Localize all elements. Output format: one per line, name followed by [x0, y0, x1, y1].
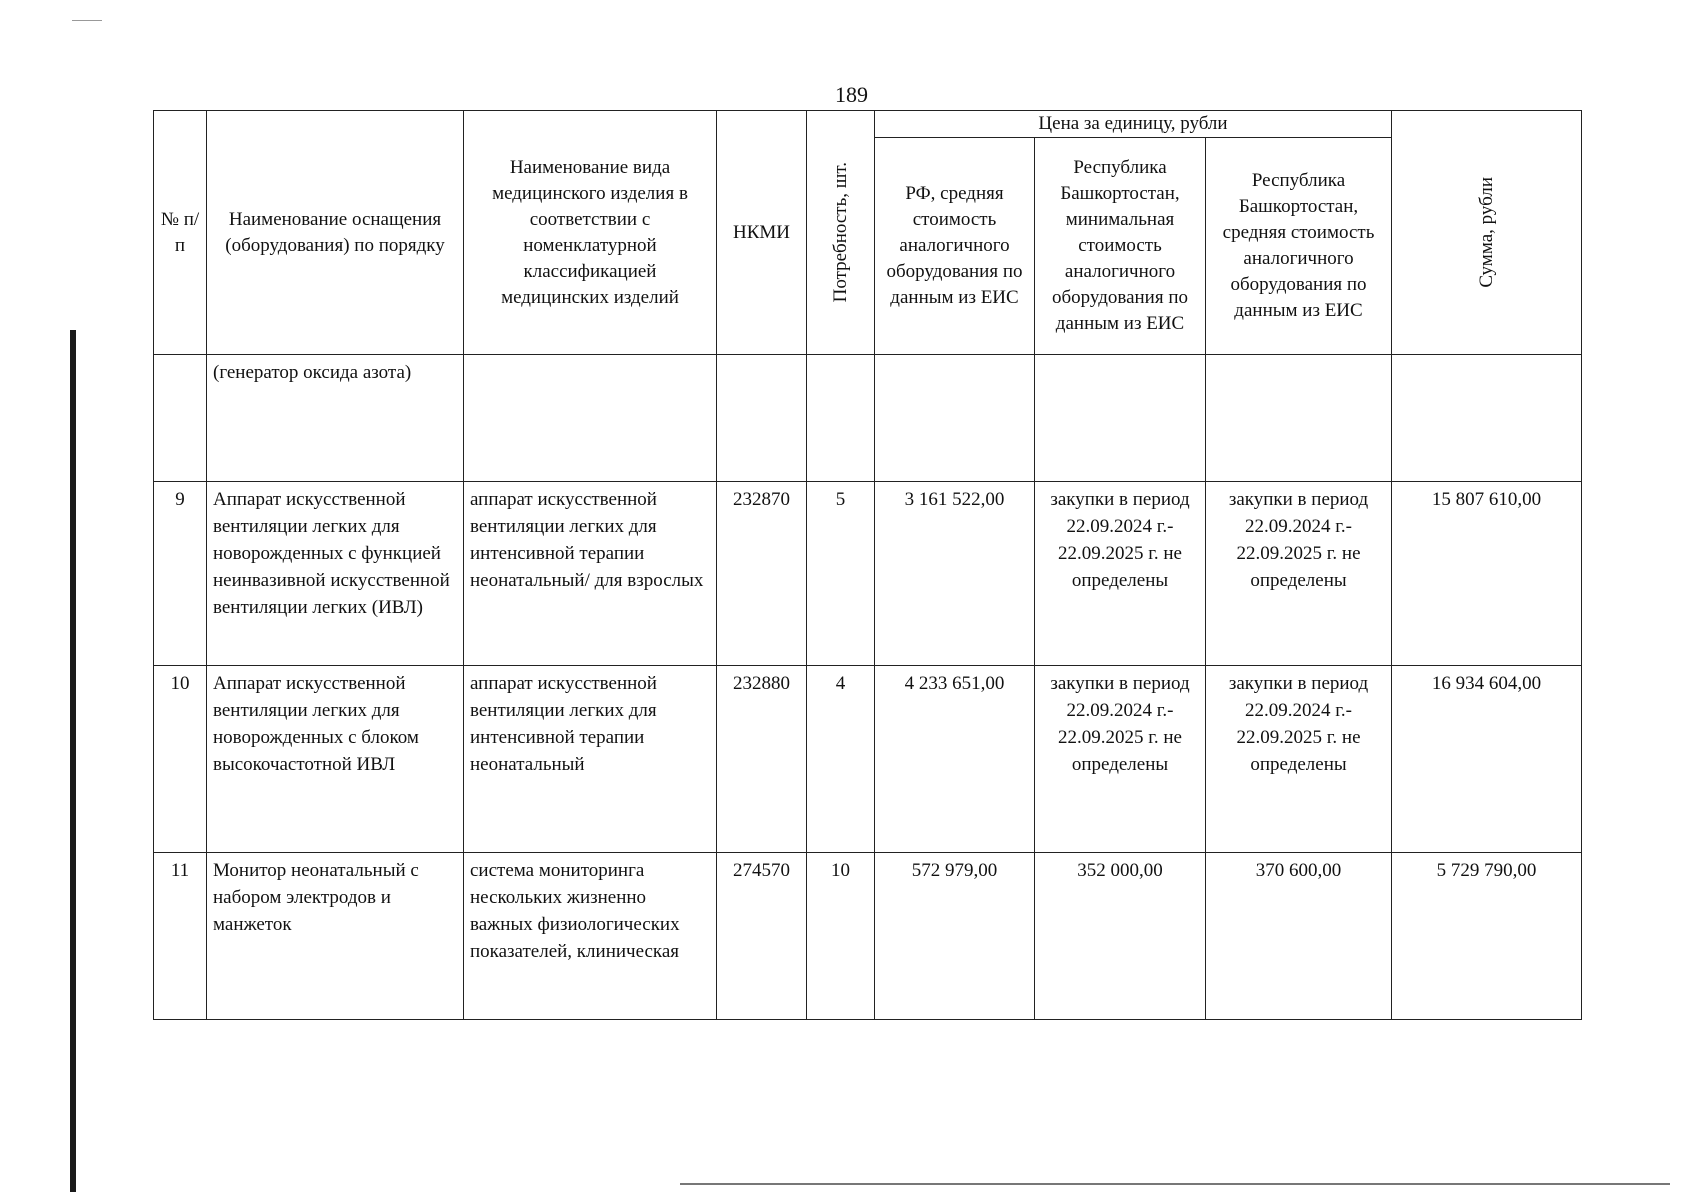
header-price-rb-min: Республика Башкортостан, минимальная стоимость аналогичного оборудования по данным из ЕИС: [1035, 138, 1206, 355]
table-row: [154, 853, 1582, 1020]
equipment-price-table: [153, 110, 1582, 1020]
header-sum-cell: [1392, 111, 1582, 355]
cell-price-rb-min: [1035, 355, 1206, 482]
cell-price-rb-min: 352 000,00: [1035, 853, 1206, 1020]
header-nkmi: НКМИ: [717, 111, 807, 355]
cell-price-rf-avg: 3 161 522,00: [875, 482, 1035, 666]
cell-price-rb-avg: закупки в период 22.09.2024 г.- 22.09.2025 г. не определены: [1206, 666, 1392, 853]
table-row: [154, 666, 1582, 853]
header-price-rf-avg: РФ, средняя стоимость аналогичного оборудования по данным из ЕИС: [875, 138, 1035, 355]
cell-quantity: 4: [807, 666, 875, 853]
scan-artifact-bottom: [680, 1183, 1670, 1185]
cell-quantity: 10: [807, 853, 875, 1020]
header-row-1: [154, 111, 1582, 138]
header-device-kind: Наименование вида медицинского изделия в соответствии с номенклатурной классификацией медицинских изделий: [464, 111, 717, 355]
cell-equipment-name: Аппарат искусственной вентиляции легких для новорожденных с функцией неинвазивной искусственной вентиляции легких (ИВЛ): [207, 482, 464, 666]
scan-edge-shadow: [70, 330, 76, 1192]
cell-sum: [1392, 355, 1582, 482]
header-price-group: Цена за единицу, рубли: [875, 111, 1392, 138]
cell-price-rf-avg: 4 233 651,00: [875, 666, 1035, 853]
cell-nkmi: [717, 355, 807, 482]
cell-num: [154, 355, 207, 482]
cell-num: 10: [154, 666, 207, 853]
scan-artifact-top: [72, 20, 102, 21]
header-price-rb-avg: Республика Башкортостан, средняя стоимость аналогичного оборудования по данным из ЕИС: [1206, 138, 1392, 355]
cell-sum: 15 807 610,00: [1392, 482, 1582, 666]
cell-quantity: [807, 355, 875, 482]
header-quantity-cell: [807, 111, 875, 355]
header-equipment-name: Наименование оснащения (оборудования) по порядку: [207, 111, 464, 355]
cell-device-kind: аппарат искусственной вентиляции легких для интенсивной терапии неонатальный: [464, 666, 717, 853]
cell-price-rb-avg: 370 600,00: [1206, 853, 1392, 1020]
cell-sum: 16 934 604,00: [1392, 666, 1582, 853]
cell-nkmi: 232870: [717, 482, 807, 666]
cell-price-rb-min: закупки в период 22.09.2024 г.- 22.09.2025 г. не определены: [1035, 482, 1206, 666]
cell-price-rb-avg: закупки в период 22.09.2024 г.- 22.09.2025 г. не определены: [1206, 482, 1392, 666]
cell-price-rf-avg: [875, 355, 1035, 482]
cell-sum: 5 729 790,00: [1392, 853, 1582, 1020]
cell-price-rb-min: закупки в период 22.09.2024 г.- 22.09.2025 г. не определены: [1035, 666, 1206, 853]
table-row: [154, 355, 1582, 482]
cell-equipment-name: Монитор неонатальный с набором электродов и манжеток: [207, 853, 464, 1020]
table-row: [154, 482, 1582, 666]
cell-nkmi: 232880: [717, 666, 807, 853]
cell-device-kind: [464, 355, 717, 482]
cell-device-kind: система мониторинга нескольких жизненно важных физиологических показателей, клиническая: [464, 853, 717, 1020]
cell-num: 11: [154, 853, 207, 1020]
page-number: 189: [835, 82, 868, 107]
cell-price-rb-avg: [1206, 355, 1392, 482]
cell-nkmi: 274570: [717, 853, 807, 1020]
cell-equipment-name: Аппарат искусственной вентиляции легких для новорожденных с блоком высокочастотной ИВЛ: [207, 666, 464, 853]
cell-num: 9: [154, 482, 207, 666]
cell-device-kind: аппарат искусственной вентиляции легких для интенсивной терапии неонатальный/ для взрослых: [464, 482, 717, 666]
cell-equipment-name: (генератор оксида азота): [207, 355, 464, 482]
header-quantity: Потребность, шт.: [829, 162, 851, 303]
cell-quantity: 5: [807, 482, 875, 666]
cell-price-rf-avg: 572 979,00: [875, 853, 1035, 1020]
header-num: № п/п: [154, 111, 207, 355]
header-sum: Сумма, рубли: [1475, 177, 1497, 288]
